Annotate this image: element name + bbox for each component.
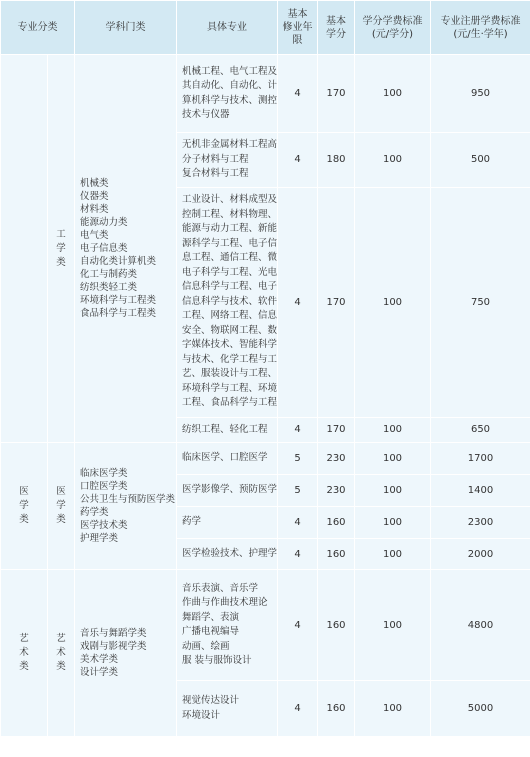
header-registration-fee: 专业注册学费标准 (元/生·学年) — [431, 1, 530, 55]
specific-major-line: 电子科学与工程、光电 — [182, 266, 278, 278]
discipline-char: 学 — [56, 242, 66, 254]
major-list-item: 电气类 — [80, 230, 109, 241]
table-row — [1, 570, 530, 681]
credit-fee-cell: 100 — [355, 507, 431, 539]
major-list-cell — [75, 55, 177, 443]
registration-fee-cell: 2000 — [431, 539, 530, 570]
specific-major-line: 工程、网络工程、信息 — [182, 310, 278, 322]
discipline-char: 类 — [56, 256, 66, 268]
specific-major-line: 纺织工程、轻化工程 — [182, 423, 268, 435]
specific-major-cell — [177, 570, 278, 681]
major-list-cell — [75, 443, 177, 570]
major-list-item: 临床医学类 — [80, 468, 128, 479]
specific-major-line: 动画、绘画 — [182, 640, 230, 652]
major-list-item: 机械类 — [80, 178, 109, 189]
major-list-item: 环境科学与工程类 — [80, 295, 157, 306]
credit-fee-cell: 100 — [355, 475, 431, 507]
specific-major-line: 能源与动力工程、新能 — [182, 223, 278, 235]
major-list-item: 纺织类轻工类 — [80, 282, 138, 293]
years-cell: 5 — [278, 443, 318, 475]
credit-fee-cell: 100 — [355, 570, 431, 681]
major-list-item: 仪器类 — [80, 191, 109, 202]
major-list-item: 药学类 — [80, 507, 109, 518]
credits-cell: 160 — [318, 570, 355, 681]
registration-fee-cell: 950 — [431, 55, 530, 133]
credit-fee-cell: 100 — [355, 187, 431, 417]
specific-major-cell — [177, 539, 278, 570]
registration-fee-cell: 5000 — [431, 681, 530, 737]
specific-major-cell — [177, 55, 278, 133]
major-list-item: 音乐与舞蹈学类 — [80, 628, 147, 639]
credits-cell: 160 — [318, 539, 355, 570]
specific-major-line: 舞蹈学、表演 — [182, 611, 240, 623]
discipline-char: 类 — [56, 661, 66, 672]
category-char: 类 — [19, 661, 29, 672]
category-char: 医 — [19, 486, 29, 497]
category-cell — [1, 570, 48, 737]
specific-major-line: 机械工程、电气工程及 — [182, 65, 278, 77]
header-credits: 基本 学分 — [318, 1, 355, 55]
specific-major-cell — [177, 681, 278, 737]
specific-major-line: 字媒体技术、智能科学 — [182, 339, 278, 351]
major-list-item: 护理学类 — [80, 533, 119, 544]
major-list-cell — [75, 570, 177, 737]
specific-major-line: 作曲与作曲技术理论 — [182, 597, 268, 608]
major-list-item: 材料类 — [80, 204, 109, 215]
years-cell: 4 — [278, 133, 318, 188]
specific-major-line: 临床医学、口腔医学 — [182, 452, 268, 464]
specific-major-line: 复合材料与工程 — [182, 168, 249, 179]
specific-major-line: 服 装与服饰设计 — [182, 655, 252, 666]
credit-fee-cell: 100 — [355, 539, 431, 570]
credit-fee-cell: 100 — [355, 55, 431, 133]
specific-major-line: 源科学与工程、电子信 — [182, 237, 278, 249]
specific-major-line: 药学 — [182, 516, 202, 528]
major-list-item: 公共卫生与预防医学类 — [80, 494, 176, 505]
major-list-item: 电子信息类 — [80, 243, 128, 254]
years-cell: 4 — [278, 417, 318, 443]
specific-major-line: 广播电视编导 — [182, 626, 240, 637]
specific-major-line: 其自动化、自动化、计 — [182, 80, 278, 91]
specific-major-line: 音乐表演、音乐学 — [182, 582, 259, 594]
specific-major-line: 工业设计、材料成型及 — [182, 194, 278, 206]
specific-major-line: 医学检验技术、护理学 — [182, 547, 278, 559]
major-list-item: 口腔医学类 — [80, 481, 128, 492]
years-cell: 4 — [278, 570, 318, 681]
discipline-char: 医 — [56, 486, 66, 497]
years-cell: 4 — [278, 55, 318, 133]
registration-fee-cell: 4800 — [431, 570, 530, 681]
registration-fee-cell: 1400 — [431, 475, 530, 507]
years-cell: 4 — [278, 507, 318, 539]
discipline-cell — [48, 55, 75, 443]
category-char: 术 — [19, 647, 29, 658]
specific-major-cell — [177, 417, 278, 443]
major-list-item: 食品科学与工程类 — [80, 308, 157, 319]
header-row — [1, 1, 530, 55]
major-list-item: 化工与制药类 — [80, 269, 138, 280]
specific-major-cell — [177, 187, 278, 417]
specific-major-line: 与技术、化学工程与工 — [182, 353, 278, 365]
registration-fee-cell: 1700 — [431, 443, 530, 475]
specific-major-cell — [177, 475, 278, 507]
header-years: 基本 修业年限 — [278, 1, 318, 55]
credit-fee-cell: 100 — [355, 133, 431, 188]
registration-fee-cell: 650 — [431, 417, 530, 443]
category-char: 学 — [19, 500, 29, 511]
major-list-item: 自动化类计算机类 — [80, 256, 157, 267]
specific-major-line: 无机非金属材料工程高 — [182, 139, 278, 150]
discipline-char: 类 — [56, 514, 66, 525]
years-cell: 5 — [278, 475, 318, 507]
specific-major-line: 医学影像学、预防医学 — [182, 484, 278, 496]
major-list-item: 医学技术类 — [80, 520, 128, 531]
specific-major-line: 视觉传达设计 — [182, 695, 240, 706]
header-credit-fee: 学分学费标准 (元/学分) — [355, 1, 431, 55]
specific-major-line: 控制工程、材料物理、 — [182, 208, 278, 220]
years-cell: 4 — [278, 187, 318, 417]
major-list-item: 戏剧与影视学类 — [80, 641, 147, 652]
credits-cell: 170 — [318, 187, 355, 417]
specific-major-line: 环境设计 — [182, 709, 221, 721]
specific-major-line: 环境科学与工程、环境 — [182, 382, 278, 394]
credit-fee-cell: 100 — [355, 443, 431, 475]
years-cell: 4 — [278, 681, 318, 737]
major-list-item: 设计学类 — [80, 667, 119, 678]
credits-cell: 170 — [318, 417, 355, 443]
discipline-cell — [48, 570, 75, 737]
specific-major-line: 算机科学与技术、测控 — [182, 94, 278, 106]
discipline-char: 学 — [56, 500, 66, 511]
category-char: 类 — [19, 514, 29, 525]
category-cell — [1, 443, 48, 570]
specific-major-cell — [177, 443, 278, 475]
years-cell: 4 — [278, 539, 318, 570]
specific-major-line: 工程、食品科学与工程 — [182, 397, 278, 409]
credits-cell: 160 — [318, 507, 355, 539]
registration-fee-cell: 500 — [431, 133, 530, 188]
header-discipline: 学科门类 — [75, 1, 177, 55]
category-char: 艺 — [19, 633, 29, 644]
specific-major-line: 艺、服装设计与工程、 — [182, 368, 278, 380]
specific-major-line: 信息科学与技术、软件 — [182, 295, 278, 307]
major-list-item: 美术学类 — [80, 654, 119, 665]
specific-major-line: 息工程、通信工程、微 — [182, 252, 278, 264]
credit-fee-cell: 100 — [355, 681, 431, 737]
credit-fee-cell: 100 — [355, 417, 431, 443]
header-category: 专业分类 — [1, 1, 75, 55]
credits-cell: 230 — [318, 443, 355, 475]
header-specific-major: 具体专业 — [177, 1, 278, 55]
specific-major-cell — [177, 507, 278, 539]
credits-cell: 170 — [318, 55, 355, 133]
specific-major-line: 分子材料与工程 — [182, 153, 249, 165]
table-row — [1, 443, 530, 475]
credits-cell: 230 — [318, 475, 355, 507]
discipline-char: 艺 — [56, 633, 66, 644]
specific-major-line: 技术与仪器 — [182, 109, 230, 120]
specific-major-line: 信息科学与工程、电子 — [182, 281, 278, 293]
specific-major-cell — [177, 133, 278, 188]
discipline-cell — [48, 443, 75, 570]
category-cell — [1, 55, 48, 443]
registration-fee-cell: 2300 — [431, 507, 530, 539]
table-row — [1, 55, 530, 133]
discipline-char: 术 — [56, 647, 66, 658]
credits-cell: 160 — [318, 681, 355, 737]
discipline-char: 工 — [56, 228, 66, 240]
major-list-item: 能源动力类 — [80, 217, 128, 228]
credits-cell: 180 — [318, 133, 355, 188]
specific-major-line: 安全、物联网工程、数 — [182, 324, 278, 336]
registration-fee-cell: 750 — [431, 187, 530, 417]
